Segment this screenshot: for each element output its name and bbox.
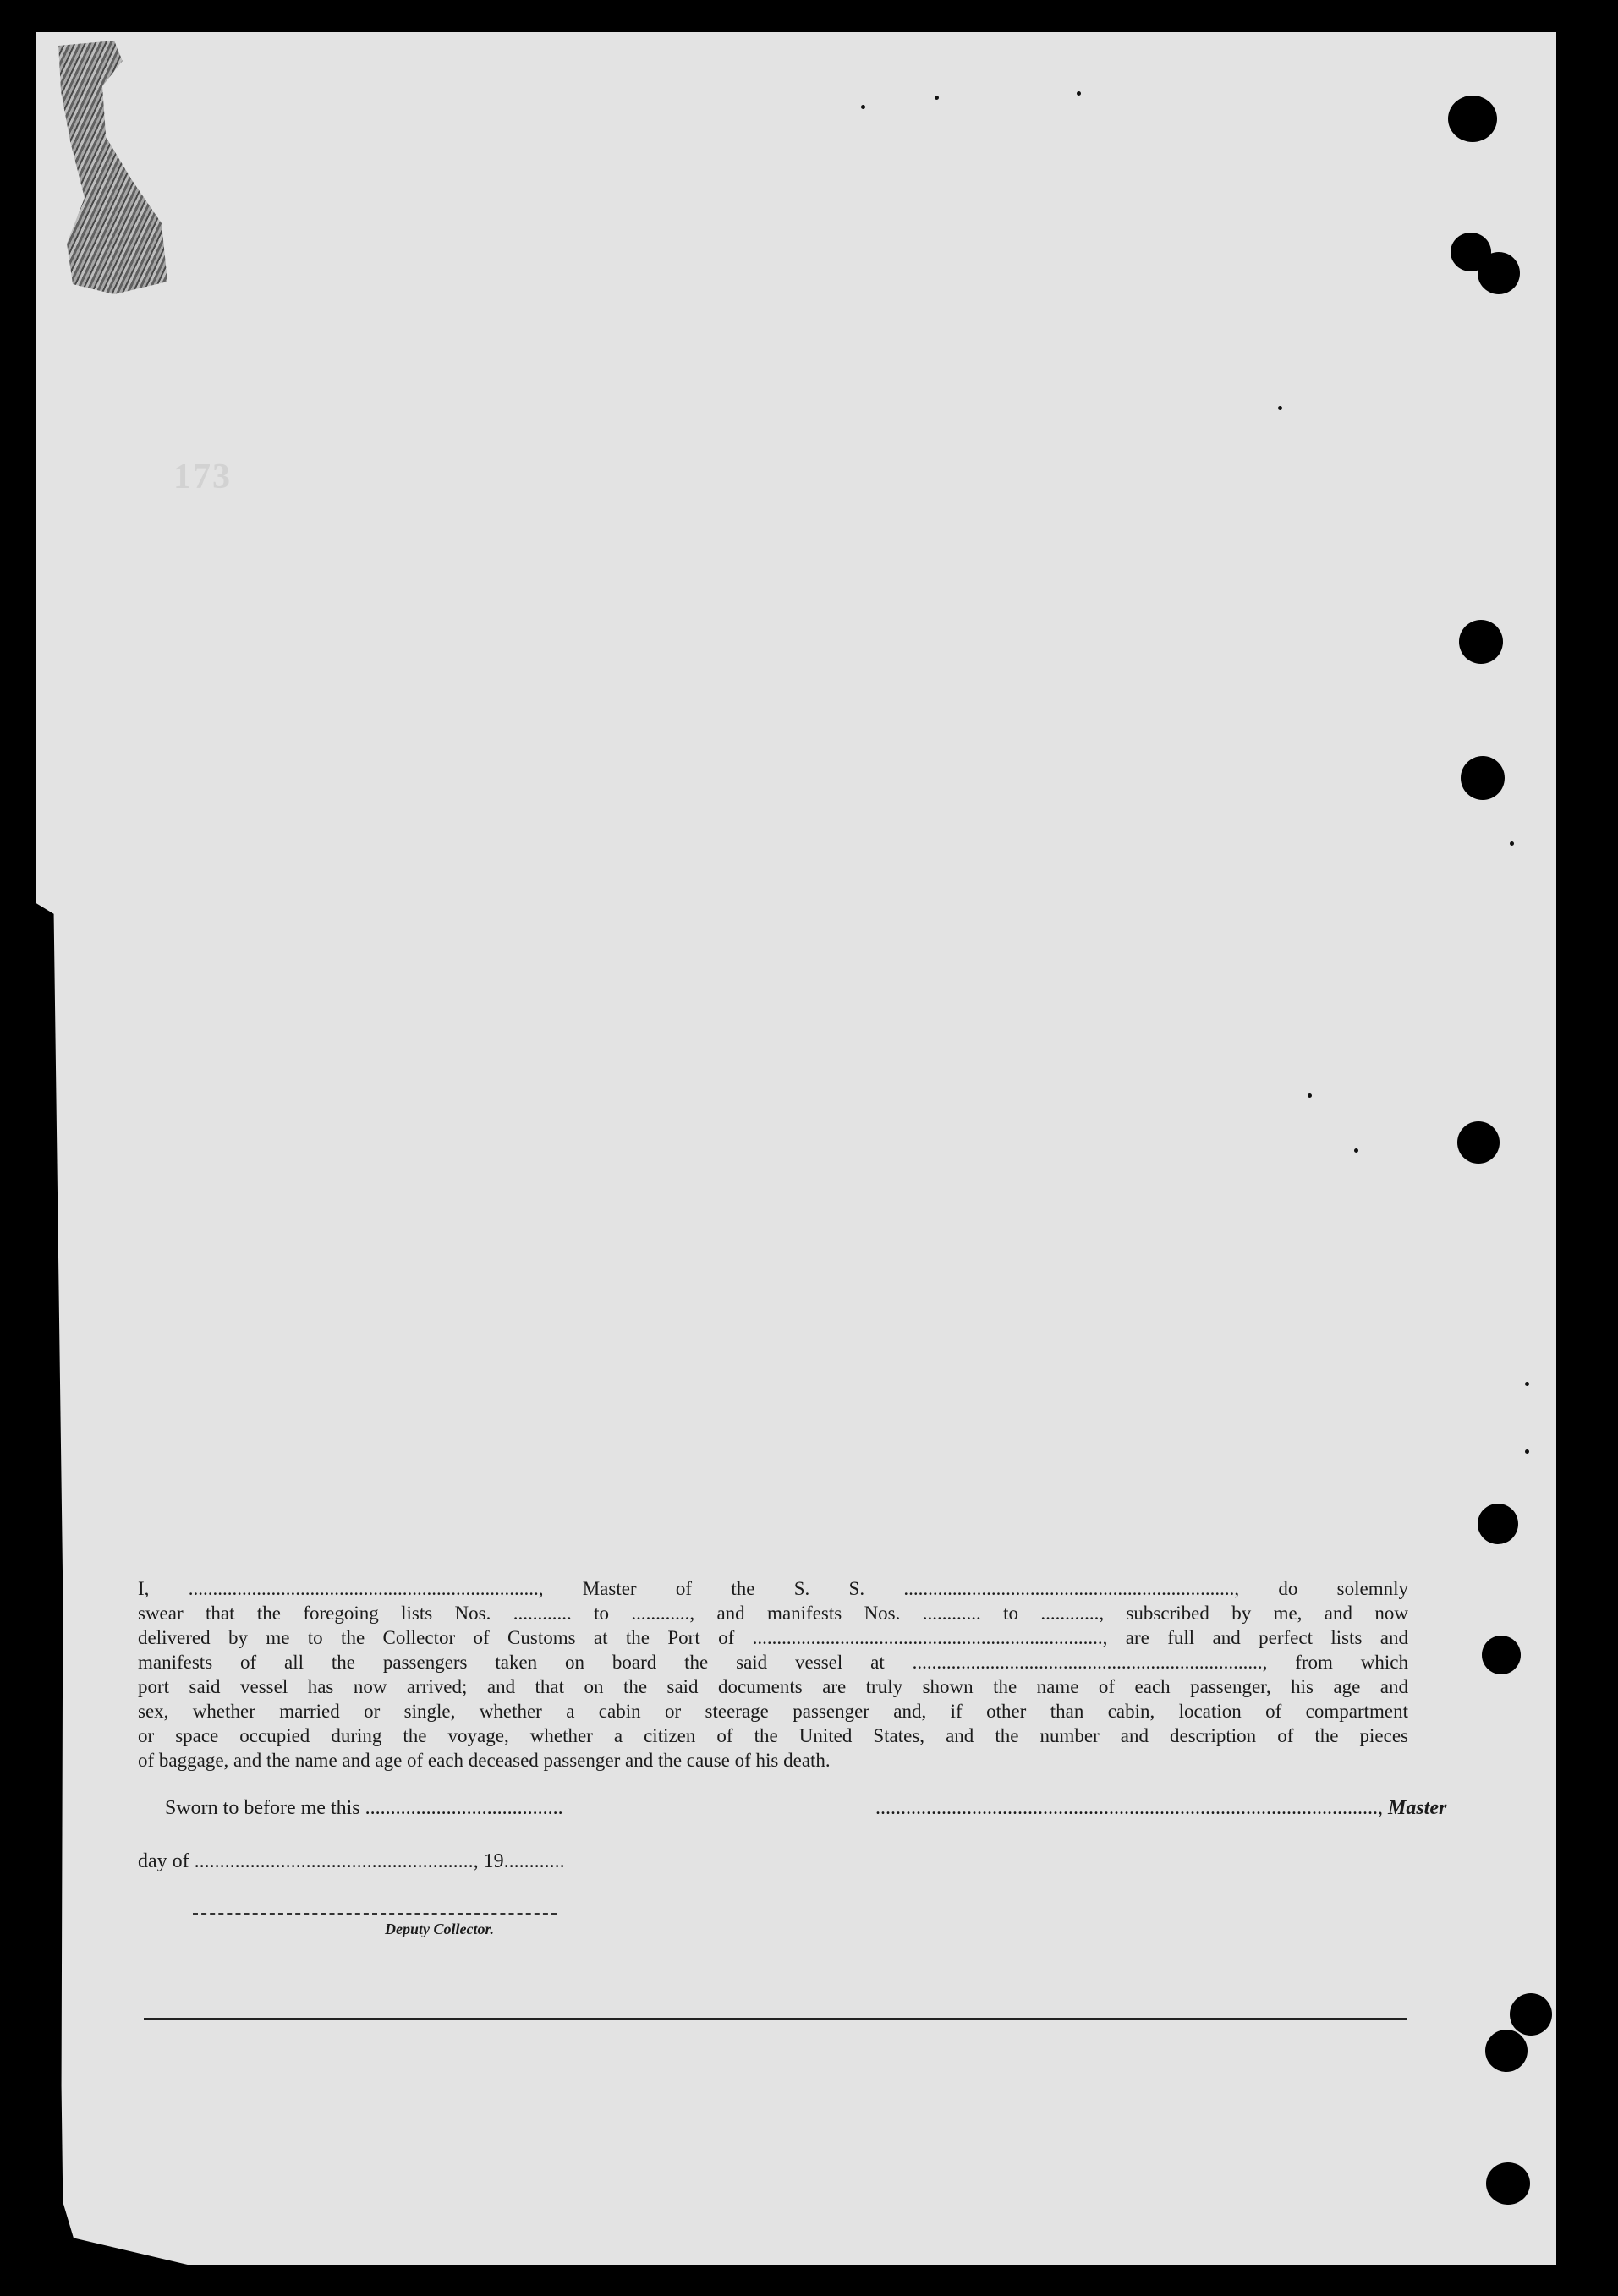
speck [1525,1449,1529,1454]
oath-line: port said vessel has now arrived; and that on the said documents are truly shown the name of each passenger, his age and [138,1676,1408,1697]
oath-line: I, ........................................................................, Master of the S. S. ...................................................................., do solemnly [138,1578,1408,1599]
speck [1510,841,1514,846]
speck [861,105,865,109]
speck [935,96,939,100]
oath-line: swear that the foregoing lists Nos. ............ to ............, and manifests Nos. ............ to ............, subscribed by me, and now [138,1603,1408,1624]
document-page [36,32,1556,2265]
oath-line: manifests of all the passengers taken on board the said vessel at ........................................................................, from which [138,1652,1408,1673]
deputy-collector-label: Deputy Collector. [385,1921,494,1937]
punch-hole [1485,2030,1528,2072]
deputy-signature-line [193,1913,557,1915]
punch-hole [1478,1504,1518,1544]
master-signature-blank: ..................................................................................................., [875,1797,1388,1819]
oath-line: of baggage, and the name and age of each deceased passenger and the cause of his death. [138,1750,831,1771]
sworn-statement: Sworn to before me this ....................................... [165,1797,563,1819]
oath-paragraph [138,1576,1408,1773]
punch-hole [1510,1993,1552,2036]
punch-hole [1486,2162,1530,2205]
punch-hole [1457,1121,1500,1164]
speck [1354,1148,1358,1153]
master-signature-line [875,1797,1446,1820]
punch-hole [1478,252,1520,294]
master-label: Master [1388,1797,1447,1819]
speck [1077,91,1081,96]
speck [1278,406,1282,410]
punch-hole [1459,620,1503,664]
day-of-line: day of ......................................................., 19............ [138,1850,565,1872]
faint-page-number: 173 [173,458,232,496]
speck [1525,1382,1529,1386]
punch-hole [1448,96,1497,142]
speck [1308,1093,1312,1098]
punch-hole [1461,756,1505,800]
punch-hole [1482,1636,1521,1674]
oath-line: sex, whether married or single, whether a cabin or steerage passenger and, if other than cabin, location of compartment [138,1701,1408,1722]
oath-line: delivered by me to the Collector of Customs at the Port of ........................................................................, are full and perfect lists and [138,1627,1408,1648]
horizontal-rule [144,2018,1407,2020]
oath-line: or space occupied during the voyage, whether a citizen of the United States, and the number and description of the pieces [138,1725,1408,1746]
